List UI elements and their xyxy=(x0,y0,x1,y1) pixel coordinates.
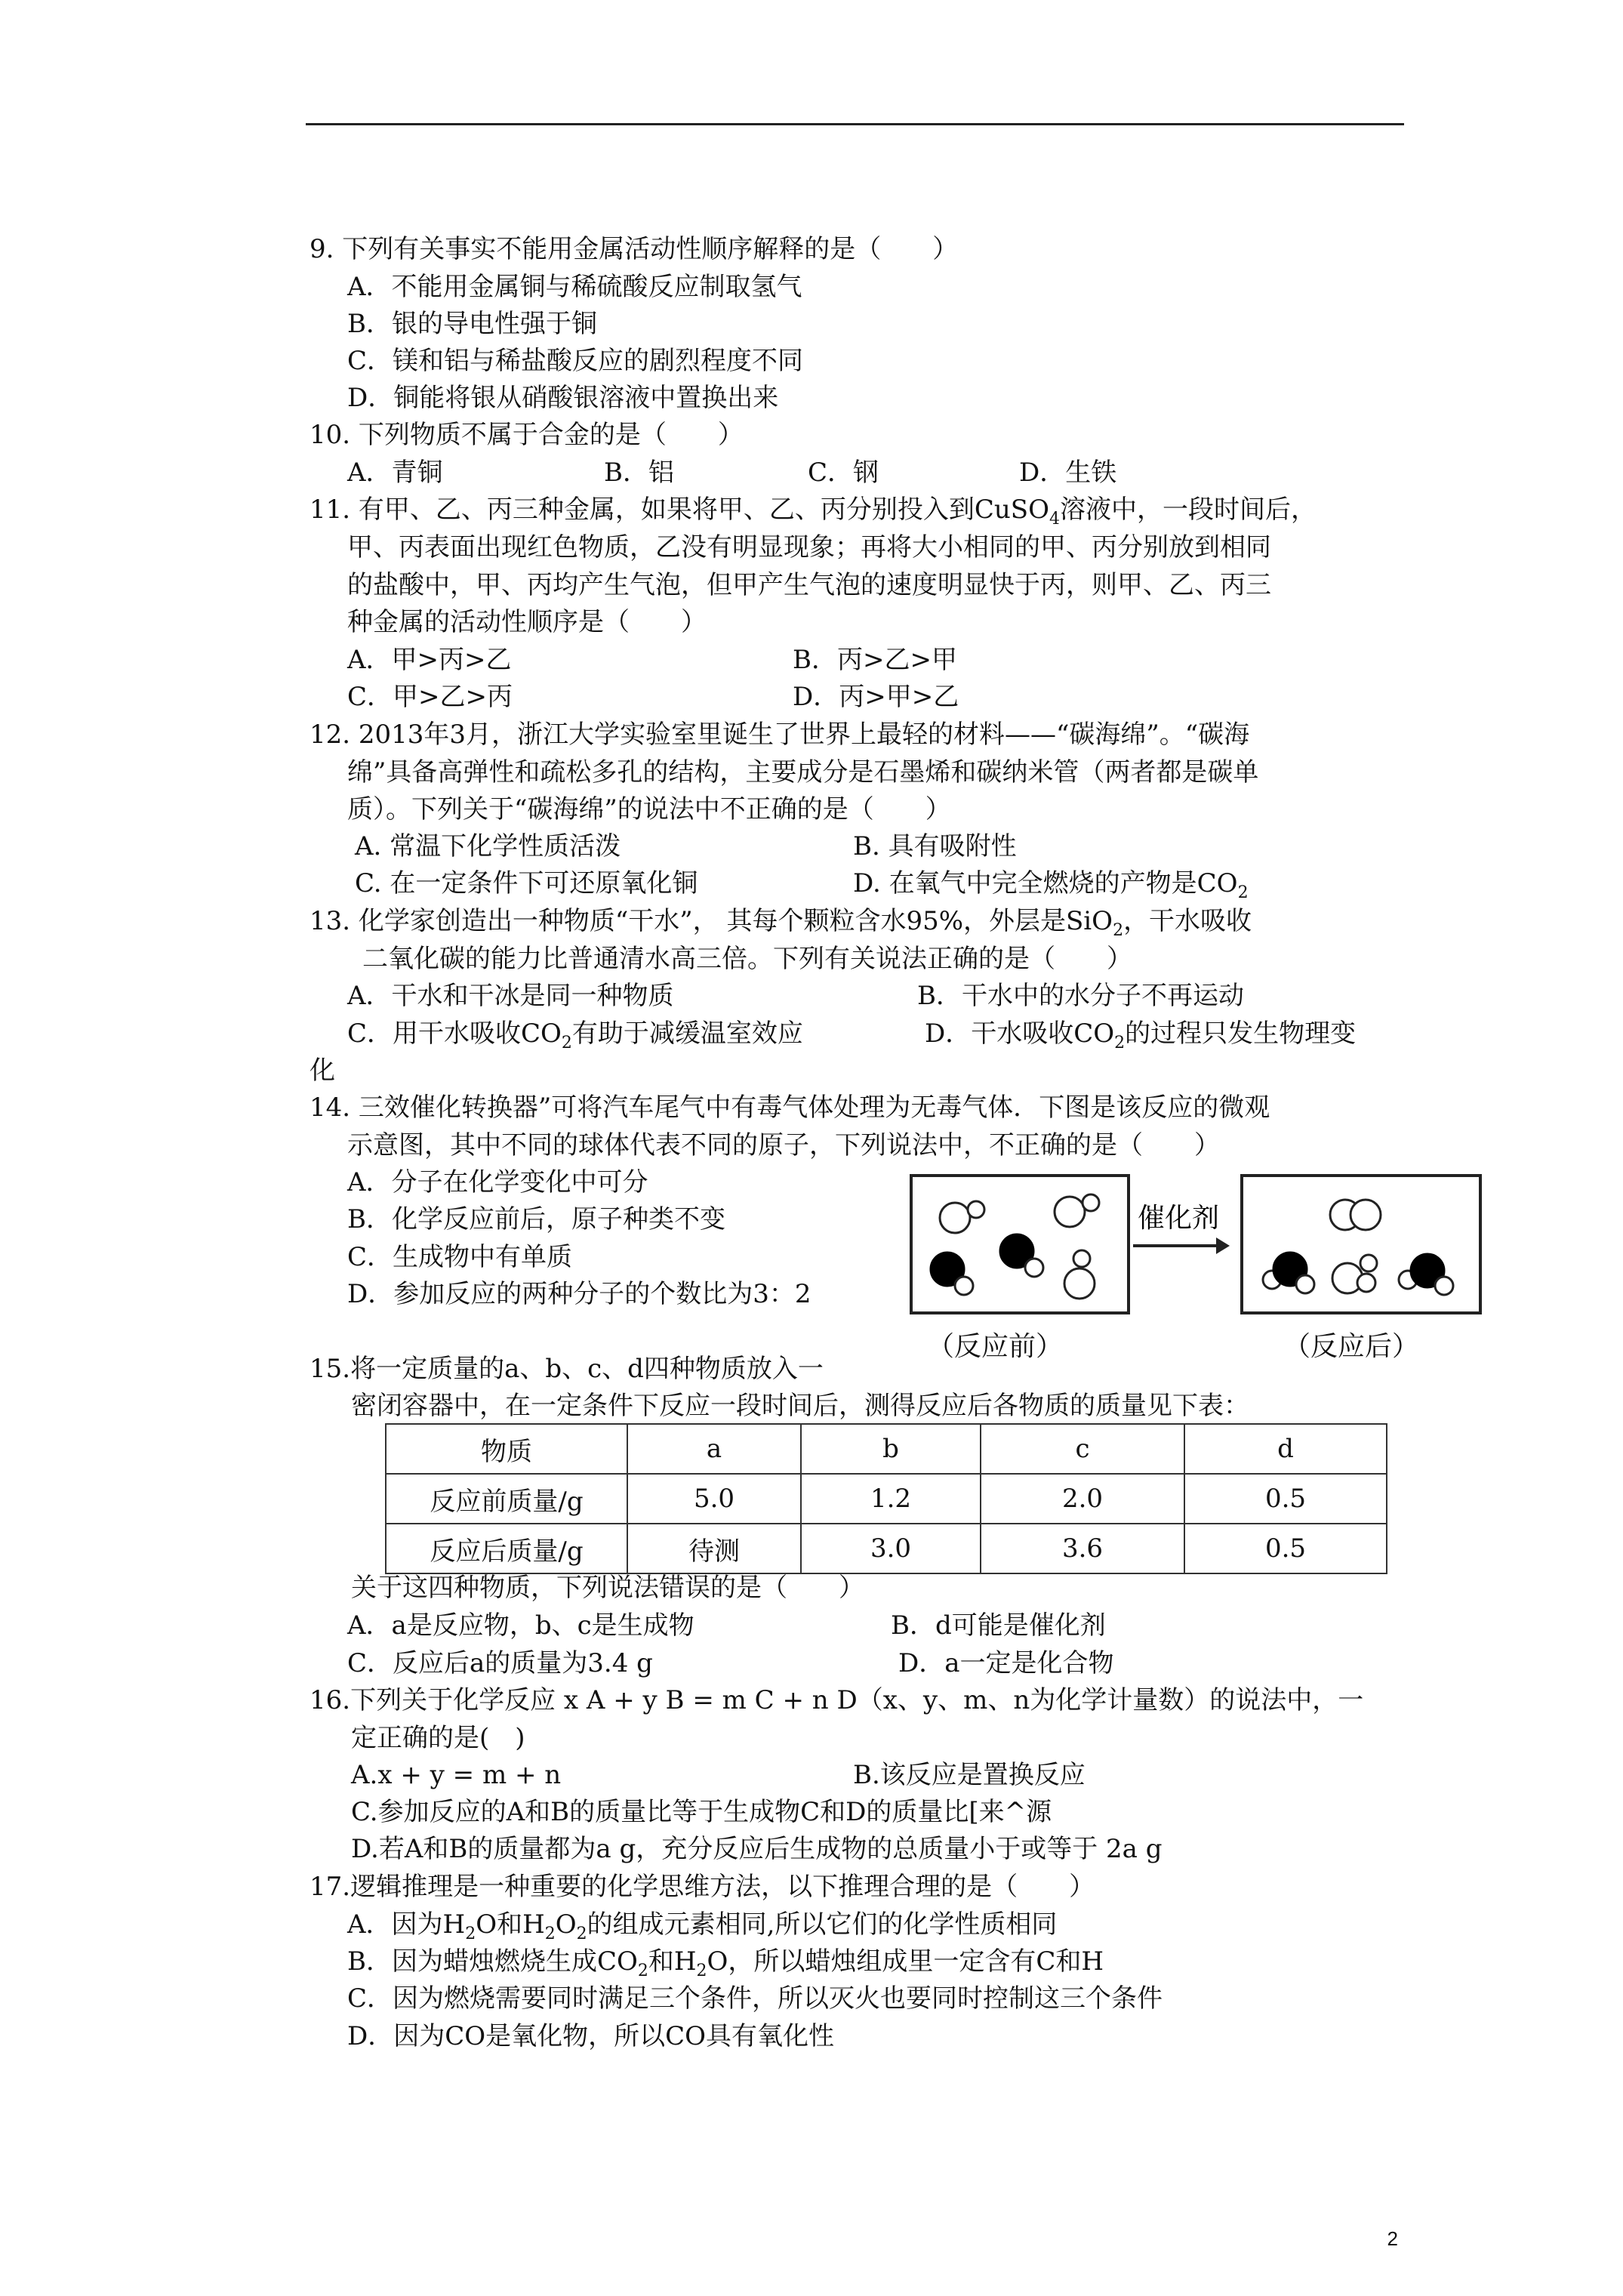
q13-option-c: C．用干水吸收$CO_2$有助于减缓温室效应 xyxy=(347,1019,803,1052)
q10-stem: 10. 下列物质不属于合金的是（ ） xyxy=(310,420,744,450)
table-cell: 1.2 xyxy=(801,1474,981,1524)
q11-line-1: 11. 有甲、乙、丙三种金属，如果将甲、乙、丙分别投入到CuSO$_4$溶液中，一段时间后， xyxy=(310,495,1317,529)
q13-option-a: A．干水和干冰是同一种物质 xyxy=(347,981,674,1011)
q16-option-d: D.若A和B的质量都为a g，充分反应后生成物的总质量小于或等于 2a g xyxy=(351,1834,1163,1864)
q9-option-a: A．不能用金属铜与稀硫酸反应制取氢气 xyxy=(347,272,802,302)
q9-option-d: D．铜能将银从硝酸银溶液中置换出来 xyxy=(347,383,779,413)
q11-option-d: D．丙>甲>乙 xyxy=(793,682,959,712)
q16-line-1: 16.下列关于化学反应 x A + y B = m C + n D（x、y、m、n为化学计量数）的说法中，一 xyxy=(310,1685,1364,1715)
q10-option-c: C．钢 xyxy=(808,458,879,488)
table-cell: 待测 xyxy=(627,1524,801,1573)
table-header-cell: d xyxy=(1184,1424,1387,1474)
table-cell: 0.5 xyxy=(1184,1474,1387,1524)
q12-option-b: B. 具有吸附性 xyxy=(853,831,1017,861)
q14-line-2: 示意图，其中不同的球体代表不同的原子，下列说法中，不正确的是（ ） xyxy=(347,1130,1220,1160)
q9-stem: 9. 下列有关事实不能用金属活动性顺序解释的是（ ） xyxy=(310,234,959,264)
q17-option-d: D．因为CO是氧化物，所以CO具有氧化性 xyxy=(347,2021,835,2051)
table-header-cell: a xyxy=(627,1424,801,1474)
table-cell: 0.5 xyxy=(1184,1524,1387,1573)
q11-line-4: 种金属的活动性顺序是（ ） xyxy=(347,607,707,637)
q13-option-d-wrap: 化 xyxy=(310,1056,335,1086)
caption-after: （反应后） xyxy=(1283,1331,1420,1362)
q15-line-2: 密闭容器中，在一定条件下反应一段时间后，测得反应后各物质的质量见下表： xyxy=(351,1391,1249,1421)
q15-option-b: B．d可能是催化剂 xyxy=(891,1610,1106,1641)
q12-option-a: A. 常温下化学性质活泼 xyxy=(355,831,621,861)
q14-line-1: 14. 三效催化转换器”可将汽车尾气中有毒气体处理为无毒气体．下图是该反应的微观 xyxy=(310,1093,1270,1123)
table-cell: 反应后质量/g xyxy=(386,1524,627,1573)
after-box xyxy=(1242,1176,1480,1313)
q15-option-c: C．反应后a的质量为3.4 g xyxy=(347,1648,653,1678)
table-cell: 2.0 xyxy=(981,1474,1184,1524)
q17-option-b: B．因为蜡烛燃烧生成$CO_2$和$H_2O$，所以蜡烛组成里一定含有C和H xyxy=(347,1946,1104,1980)
catalyst-label: 催化剂 xyxy=(1137,1203,1220,1234)
q15-line-3: 关于这四种物质，下列说法错误的是（ ） xyxy=(351,1573,864,1603)
q11-option-b: B．丙>乙>甲 xyxy=(793,645,957,675)
q17-option-a: A．因为$H_2O$和$H_2O_2$的组成元素相同,所以它们的化学性质相同 xyxy=(347,1909,1058,1943)
mass-table xyxy=(385,1423,1387,1574)
q11-line-2: 甲、丙表面出现红色物质，乙没有明显现象；再将大小相同的甲、丙分别放到相同 xyxy=(347,532,1271,562)
q14-option-a: A．分子在化学变化中可分 xyxy=(347,1167,648,1197)
table-header-cell: c xyxy=(981,1424,1184,1474)
q14-option-d: D．参加反应的两种分子的个数比为3：2 xyxy=(347,1279,812,1309)
q13-option-d: D．干水吸收$CO_2$的过程只发生物理变 xyxy=(925,1019,1357,1052)
table-cell: 5.0 xyxy=(627,1474,801,1524)
table-header-row xyxy=(386,1424,1387,1474)
q11-option-c: C．甲>乙>丙 xyxy=(347,682,513,712)
q17-option-c: C．因为燃烧需要同时满足三个条件，所以灭火也要同时控制这三个条件 xyxy=(347,1983,1163,2014)
q11-line-3: 的盐酸中，甲、丙均产生气泡，但甲产生气泡的速度明显快于丙，则甲、乙、丙三 xyxy=(347,570,1271,600)
q12-line-1: 12. 2013年3月，浙江大学实验室里诞生了世界上最轻的材料——“碳海绵”。“碳海 xyxy=(310,720,1250,750)
q12-line-2: 绵”具备高弹性和疏松多孔的结构，主要成分是石墨烯和碳纳米管（两者都是碳单 xyxy=(347,757,1259,787)
q10-option-b: B．铝 xyxy=(604,458,674,488)
q9-option-c: C．镁和铝与稀盐酸反应的剧烈程度不同 xyxy=(347,346,804,376)
q15-option-a: A．a是反应物，b、c是生成物 xyxy=(347,1610,694,1641)
q12-option-d: D. 在氧气中完全燃烧的产物是$CO_2$ xyxy=(853,868,1249,902)
q15-line-1: 15.将一定质量的a、b、c、d四种物质放入一 xyxy=(310,1354,824,1384)
q14-option-c: C．生成物中有单质 xyxy=(347,1242,573,1272)
q10-option-d: D．生铁 xyxy=(1019,458,1117,488)
q13-line-2: 二氧化碳的能力比普通清水高三倍。下列有关说法正确的是（ ） xyxy=(362,944,1132,974)
page-number: 2 xyxy=(1387,2227,1398,2250)
table-header-cell: b xyxy=(801,1424,981,1474)
before-box xyxy=(911,1176,1129,1313)
table-cell: 反应前质量/g xyxy=(386,1474,627,1524)
reaction-diagram xyxy=(910,1174,1483,1401)
q13-line-1: 13. 化学家创造出一种物质“干水”， 其每个颗粒含水95%，外层是SiO$_2$，干水吸收 xyxy=(310,906,1252,940)
header-rule xyxy=(306,123,1404,125)
table-row xyxy=(386,1524,1387,1573)
table-cell: 3.0 xyxy=(801,1524,981,1573)
q14-option-b: B．化学反应前后，原子种类不变 xyxy=(347,1204,725,1234)
q15-option-d: D．a一定是化合物 xyxy=(898,1648,1114,1678)
q10-option-a: A．青铜 xyxy=(347,458,443,488)
q12-option-c: C. 在一定条件下可还原氧化铜 xyxy=(355,868,698,898)
q17-line-1: 17.逻辑推理是一种重要的化学思维方法，以下推理合理的是（ ） xyxy=(310,1872,1095,1902)
q12-line-3: 质）。下列关于“碳海绵”的说法中不正确的是（ ） xyxy=(347,794,951,824)
caption-before: （反应前） xyxy=(927,1331,1064,1362)
table-row xyxy=(386,1474,1387,1524)
q16-option-b: B.该反应是置换反应 xyxy=(853,1760,1086,1790)
table-cell: 3.6 xyxy=(981,1524,1184,1573)
q13-option-b: B．干水中的水分子不再运动 xyxy=(917,981,1244,1011)
q16-option-a: A.x + y = m + n xyxy=(351,1760,562,1790)
q11-option-a: A．甲>丙>乙 xyxy=(347,645,512,675)
table-header-cell: 物质 xyxy=(386,1424,627,1474)
q16-option-c: C.参加反应的A和B的质量比等于生成物C和D的质量比[来^源 xyxy=(351,1797,1052,1827)
q9-option-b: B．银的导电性强于铜 xyxy=(347,309,597,339)
arrow xyxy=(1133,1203,1230,1254)
q16-line-2: 定正确的是( ) xyxy=(351,1723,525,1753)
